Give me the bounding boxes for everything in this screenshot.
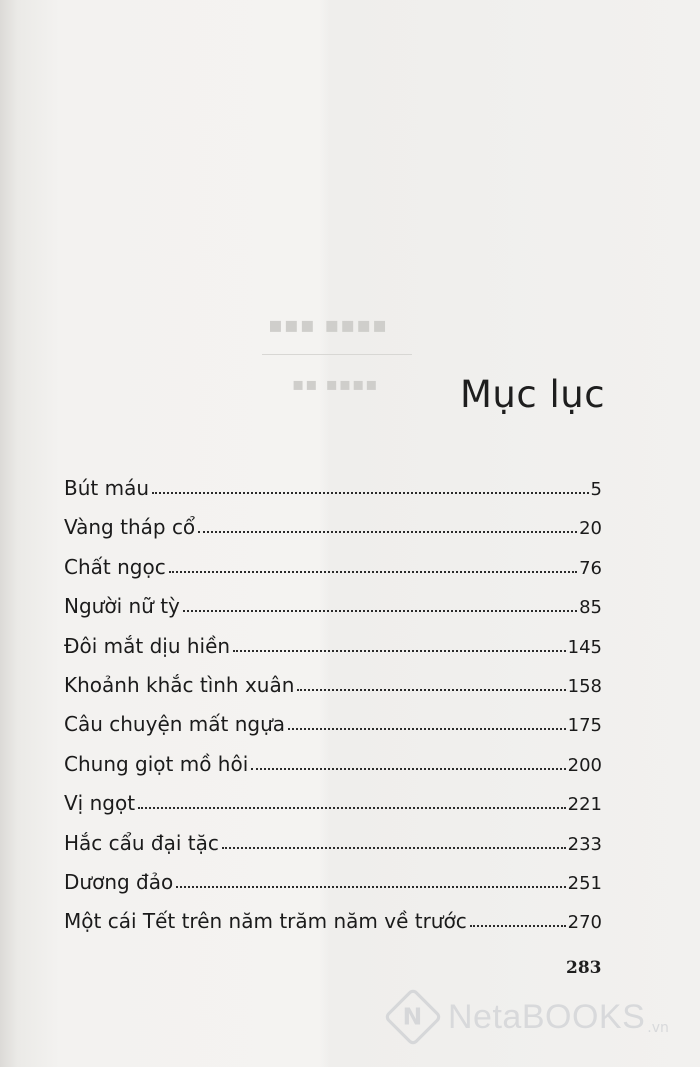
watermark-text: NetaBOOKS: [448, 997, 646, 1036]
watermark-logo-letter: N: [403, 1003, 423, 1031]
toc-entry-page: 221: [567, 794, 602, 816]
toc-entry-page: 5: [590, 479, 602, 500]
toc-entry-page: 233: [567, 833, 602, 855]
toc-entry: [64, 515, 602, 554]
watermark-suffix: .vn: [647, 1020, 669, 1036]
toc-entry-page: 251: [567, 872, 602, 894]
toc-entry-title: Dương đảo: [64, 869, 174, 894]
show-through-line: [262, 354, 412, 355]
netabooks-logo-icon: [383, 987, 443, 1047]
toc-entry-page: 145: [567, 636, 602, 658]
dot-leader: [251, 767, 565, 770]
toc-list: [64, 476, 602, 949]
toc-entry: [64, 831, 602, 870]
dot-leader: [138, 806, 566, 809]
toc-entry-title: Vàng tháp cổ: [64, 515, 196, 540]
dot-leader: [169, 570, 577, 573]
toc-entry-title: Khoảnh khắc tình xuân: [64, 672, 295, 697]
page-number: 283: [566, 958, 602, 978]
toc-entry: [64, 476, 602, 515]
dot-leader: [222, 846, 566, 849]
show-through-text: ▪▪▪ ▪▪▪▪: [268, 312, 389, 338]
toc-entry: [64, 909, 602, 948]
toc-entry-title: Vị ngọt: [64, 791, 136, 816]
toc-entry-page: 270: [567, 912, 602, 934]
toc-entry-page: 20: [579, 518, 602, 540]
show-through-text: ▪▪ ▪▪▪▪: [292, 374, 379, 395]
toc-entry: [64, 752, 602, 791]
dot-leader: [152, 491, 589, 494]
dot-leader: [176, 885, 565, 888]
toc-entry-title: Chung giọt mồ hôi: [64, 751, 249, 776]
dot-leader: [297, 688, 565, 691]
toc-entry: [64, 555, 602, 594]
toc-entry-page: 175: [567, 715, 602, 737]
toc-entry-title: Một cái Tết trên năm trăm năm về trước: [64, 909, 467, 934]
toc-entry-title: Chất ngọc: [64, 554, 166, 579]
dot-leader: [288, 727, 566, 730]
toc-entry-page: 200: [567, 754, 602, 776]
toc-entry-page: 158: [567, 675, 602, 697]
toc-entry: [64, 870, 602, 909]
dot-leader: [470, 924, 566, 927]
toc-entry: [64, 712, 602, 751]
toc-entry-page: 76: [579, 557, 602, 579]
toc-entry-page: 85: [579, 597, 602, 619]
toc-entry-title: Đôi mắt dịu hiền: [64, 633, 231, 658]
toc-entry: [64, 634, 602, 673]
toc-entry: [64, 594, 602, 633]
toc-heading: Mục lục: [460, 372, 606, 416]
toc-entry: [64, 791, 602, 830]
watermark: [386, 990, 669, 1044]
toc-entry: [64, 673, 602, 712]
toc-entry-title: Hắc cẩu đại tặc: [64, 830, 219, 855]
dot-leader: [198, 530, 577, 533]
toc-entry-title: Câu chuyện mất ngựa: [64, 712, 286, 737]
dot-leader: [183, 609, 577, 612]
dot-leader: [233, 649, 566, 652]
toc-entry-title: Người nữ tỳ: [64, 594, 180, 619]
toc-entry-title: Bút máu: [64, 476, 150, 500]
